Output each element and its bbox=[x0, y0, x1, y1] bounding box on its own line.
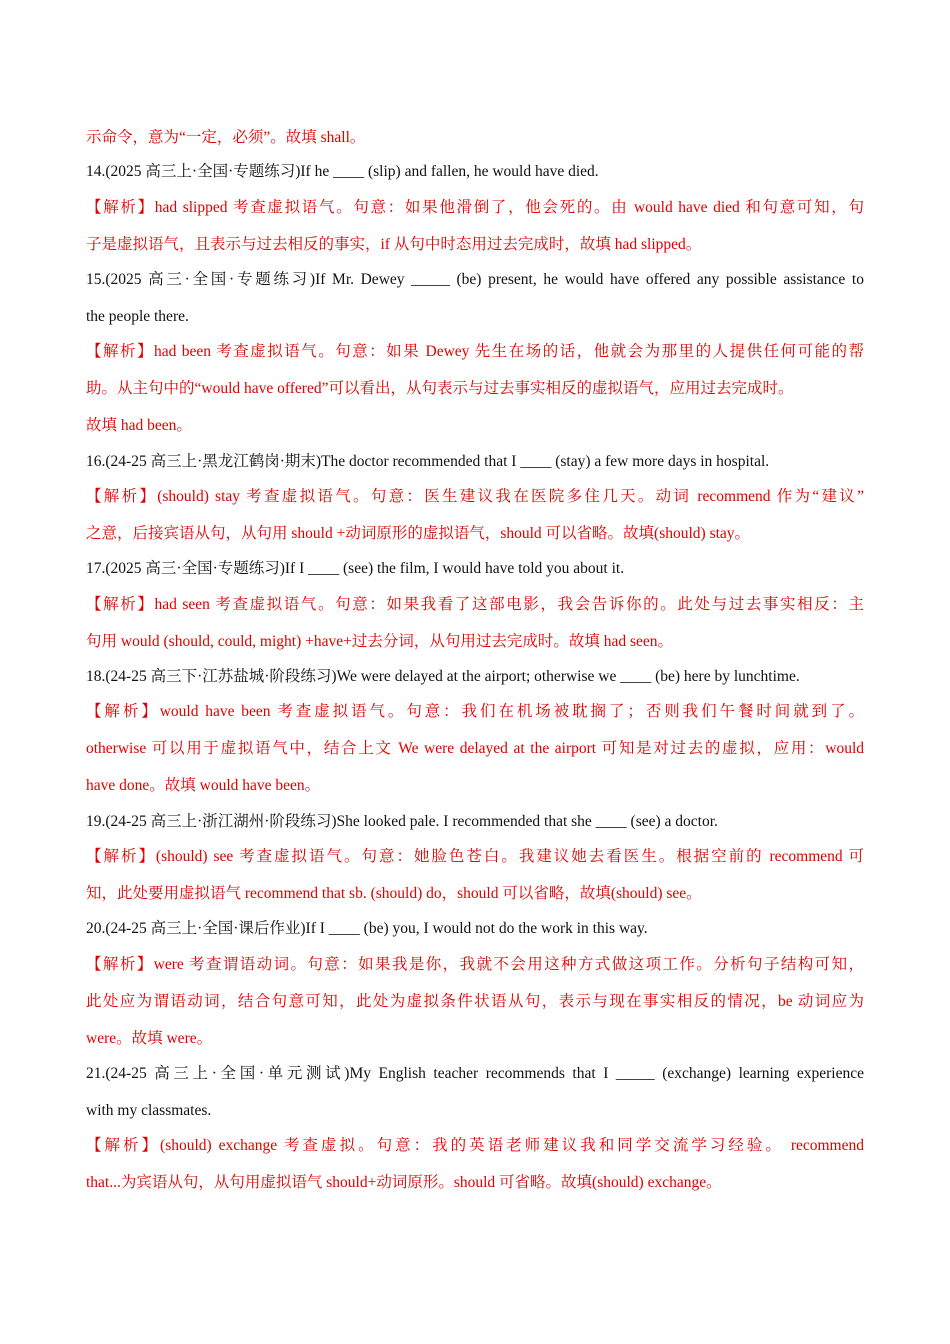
question-15-line-1: 15.(2025 高三·全国·专题练习)If Mr. Dewey _____ (be) present, he would have offered any possible assistance to bbox=[86, 271, 864, 288]
question-15-line-2: the people there. bbox=[86, 308, 189, 325]
answer-continuation: 示命令，意为“一定，必须”。故填 shall。 bbox=[86, 129, 366, 146]
answer-14-line-2: 子是虚拟语气，且表示与过去相反的事实，if 从句中时态用过去完成时，故填 had slipped。 bbox=[86, 236, 702, 253]
answer-14-line-1: 【解析】had slipped 考查虚拟语气。句意：如果他滑倒了，他会死的。由 would have died 和句意可知，句 bbox=[86, 199, 864, 216]
answer-21-line-1: 【解析】(should) exchange 考查虚拟。句意：我的英语老师建议我和同学交流学习经验。 recommend bbox=[86, 1137, 864, 1154]
question-20: 20.(24-25 高三上·全国·课后作业)If I ____ (be) you, I would not do the work in this way. bbox=[86, 920, 648, 937]
answer-20-line-2: 此处应为谓语动词，结合句意可知，此处为虚拟条件状语从句，表示与现在事实相反的情况，be 动词应为 bbox=[86, 993, 864, 1010]
answer-15-line-1: 【解析】had been 考查虚拟语气。句意：如果 Dewey 先生在场的话，他就会为那里的人提供任何可能的帮 bbox=[86, 343, 864, 360]
answer-18-line-3: have done。故填 would have been。 bbox=[86, 777, 321, 794]
answer-17-line-1: 【解析】had seen 考查虚拟语气。句意：如果我看了这部电影，我会告诉你的。此处与过去事实相反：主 bbox=[86, 596, 864, 613]
answer-15-line-2: 助。从主句中的“would have offered”可以看出，从句表示与过去事实相反的虚拟语气，应用过去完成时。 bbox=[86, 380, 794, 397]
question-18: 18.(24-25 高三下·江苏盐城·阶段练习)We were delayed at the airport; otherwise we ____ (be) here by lunchtime. bbox=[86, 668, 800, 685]
question-14: 14.(2025 高三上·全国·专题练习)If he ____ (slip) and fallen, he would have died. bbox=[86, 163, 599, 180]
question-21-line-1: 21.(24-25 高三上·全国·单元测试)My English teacher recommends that I _____ (exchange) learning experience bbox=[86, 1065, 864, 1082]
answer-19-line-2: 知，此处要用虚拟语气 recommend that sb. (should) do，should 可以省略，故填(should) see。 bbox=[86, 885, 702, 902]
answer-19-line-1: 【解析】(should) see 考查虚拟语气。句意：她脸色苍白。我建议她去看医生。根据空前的 recommend 可 bbox=[86, 848, 864, 865]
answer-18-line-1: 【解析】would have been 考查虚拟语气。句意：我们在机场被耽搁了；否则我们午餐时间就到了。 bbox=[86, 703, 864, 720]
answer-20-line-3: were。故填 were。 bbox=[86, 1030, 213, 1047]
answer-15-line-3: 故填 had been。 bbox=[86, 417, 192, 434]
question-19: 19.(24-25 高三上·浙江湖州·阶段练习)She looked pale. I recommended that she ____ (see) a doctor. bbox=[86, 813, 718, 830]
question-17: 17.(2025 高三·全国·专题练习)If I ____ (see) the film, I would have told you about it. bbox=[86, 560, 625, 577]
answer-16-line-2: 之意，后接宾语从句，从句用 should +动词原形的虚拟语气，should 可以省略。故填(should) stay。 bbox=[86, 525, 751, 542]
answer-20-line-1: 【解析】were 考查谓语动词。句意：如果我是你，我就不会用这种方式做这项工作。分析句子结构可知， bbox=[86, 956, 864, 973]
answer-21-line-2: that...为宾语从句，从句用虚拟语气 should+动词原形。should 可省略。故填(should) exchange。 bbox=[86, 1174, 722, 1191]
answer-17-line-2: 句用 would (should, could, might) +have+过去分词，从句用过去完成时。故填 had seen。 bbox=[86, 633, 674, 650]
answer-16-line-1: 【解析】(should) stay 考查虚拟语气。句意：医生建议我在医院多住几天。动词 recommend 作为“建议” bbox=[86, 488, 864, 505]
question-21-line-2: with my classmates. bbox=[86, 1102, 212, 1119]
answer-18-line-2: otherwise 可以用于虚拟语气中，结合上文 We were delayed at the airport 可知是对过去的虚拟，应用：would bbox=[86, 740, 864, 757]
question-16: 16.(24-25 高三上·黑龙江鹤岗·期末)The doctor recommended that I ____ (stay) a few more days in hospital. bbox=[86, 453, 770, 470]
